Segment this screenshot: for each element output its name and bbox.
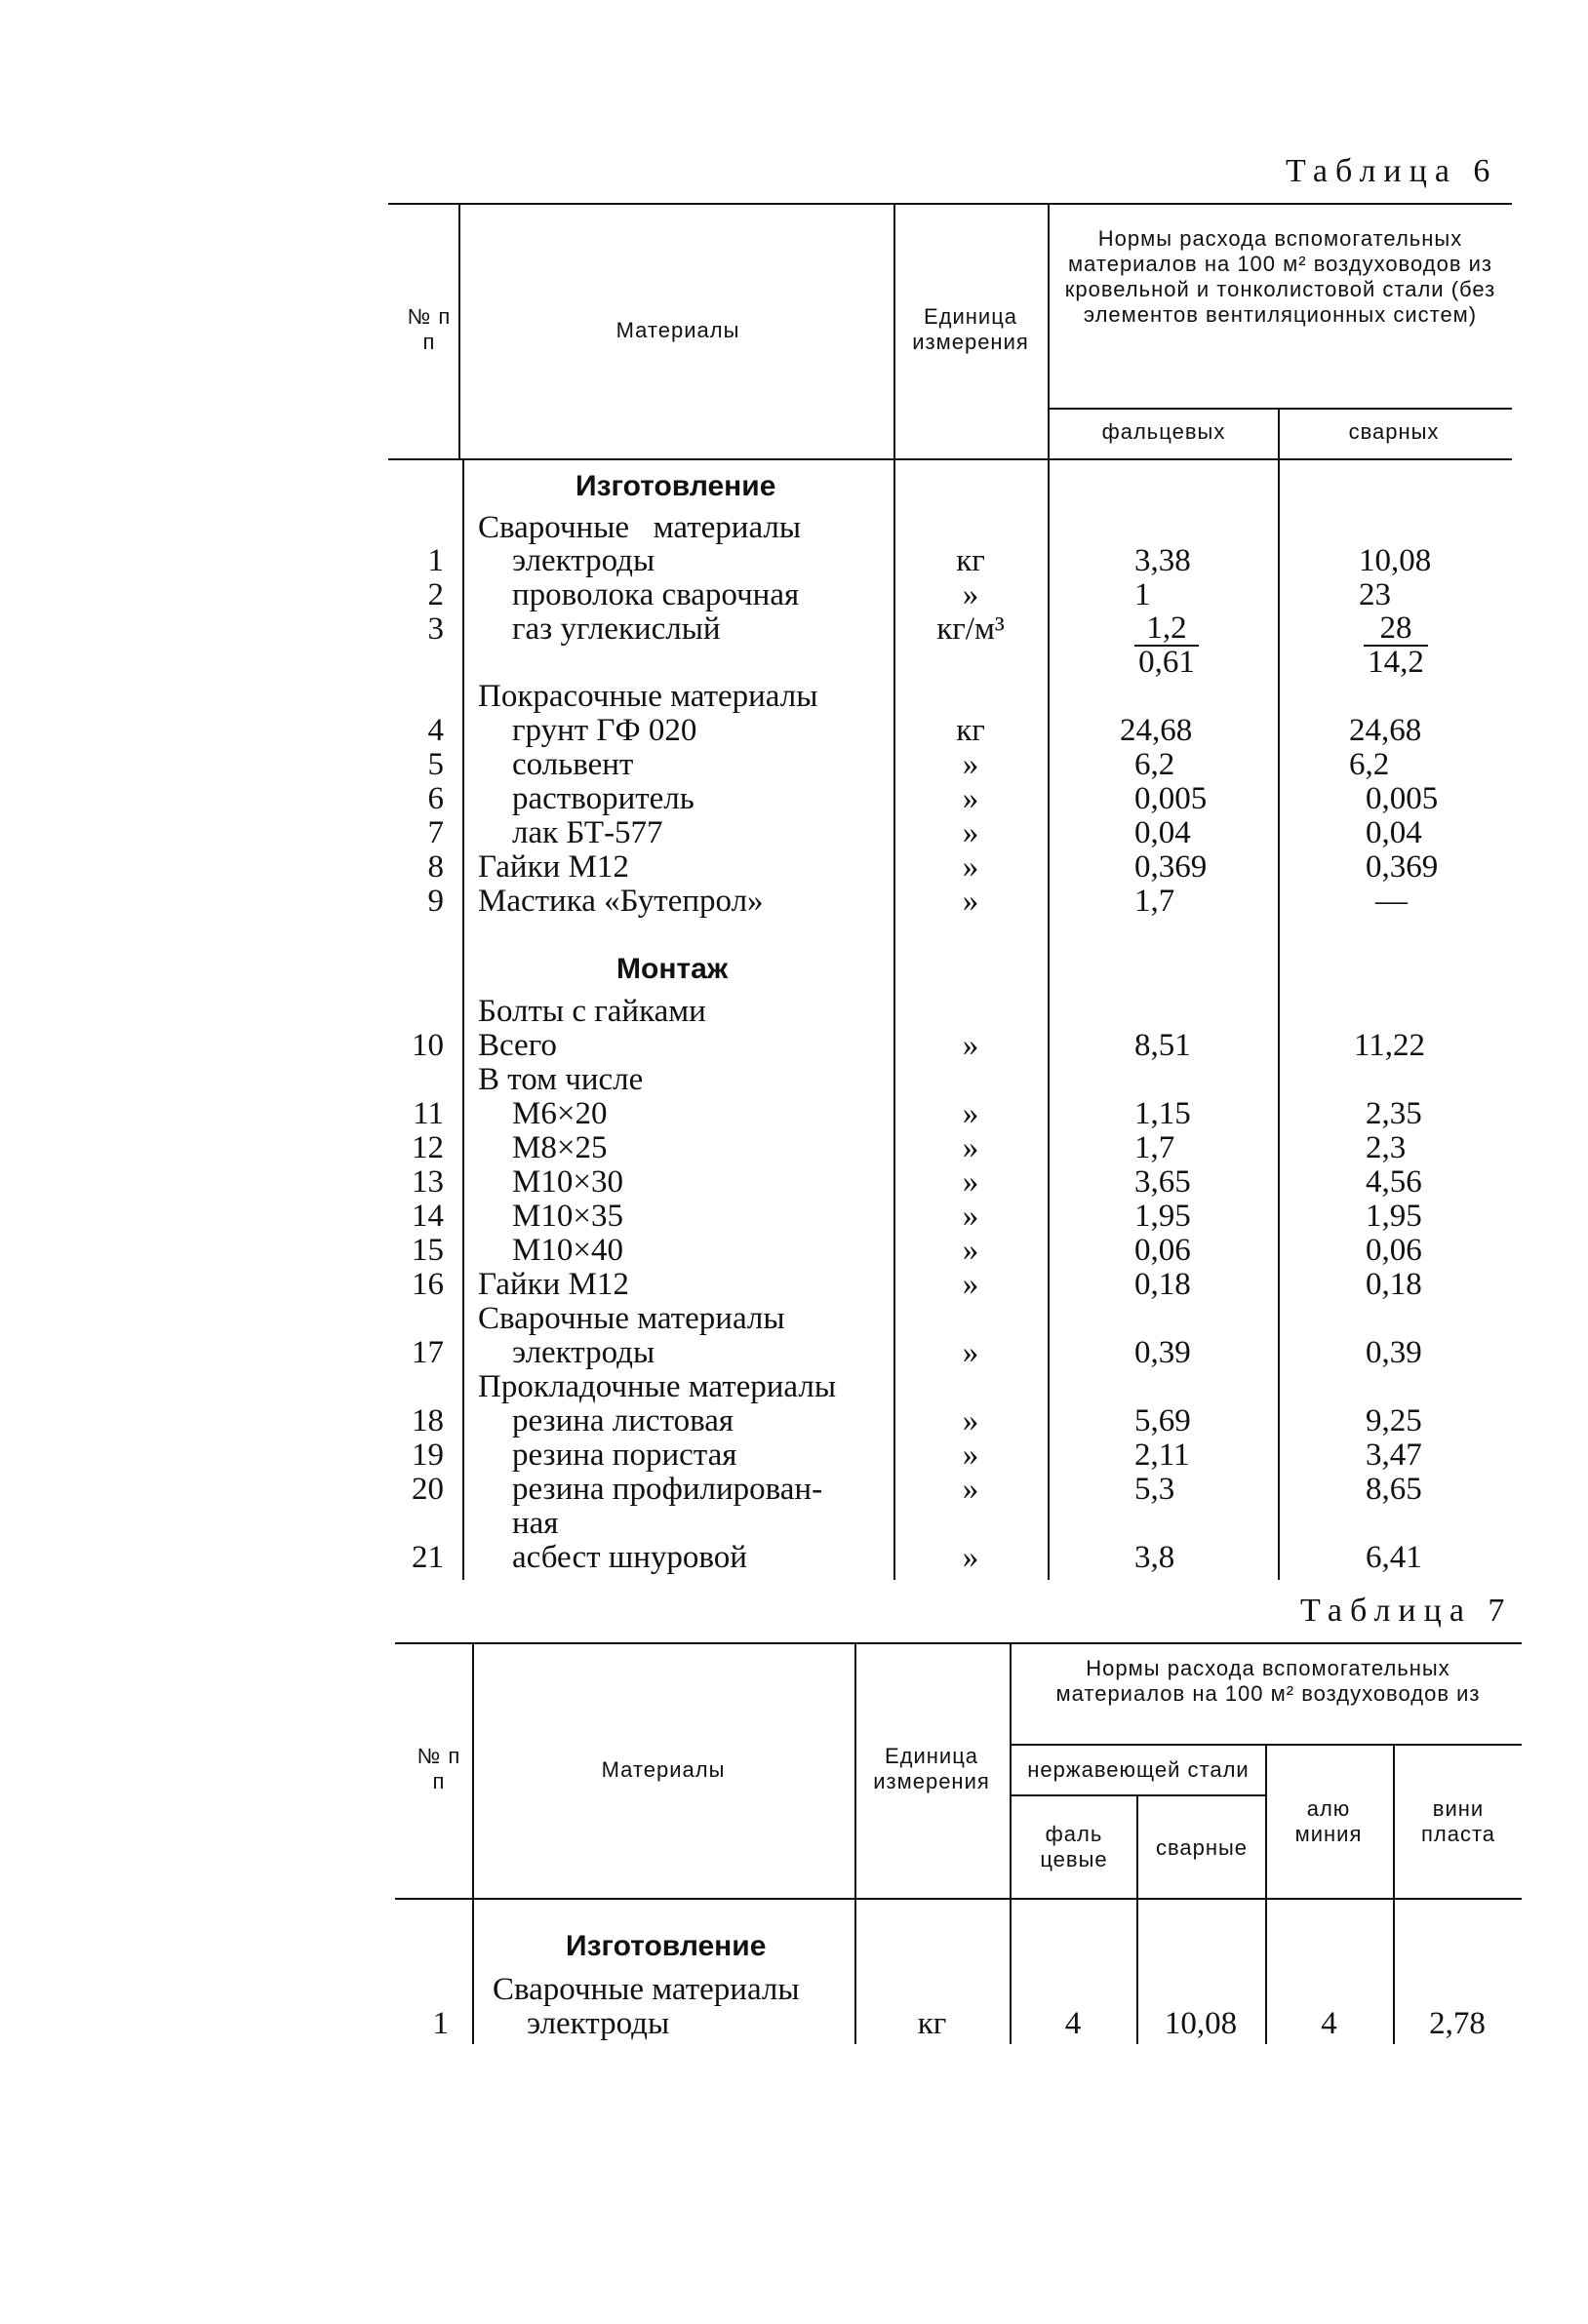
row-value-folded: 0,06 (1134, 1233, 1191, 1268)
row-value-welded: 0,369 (1366, 849, 1439, 885)
row-name: М10×40 (512, 1233, 623, 1268)
row-unit: » (962, 1267, 979, 1302)
row-value-folded: 24,68 (1120, 713, 1193, 748)
row-name: асбест шнуровой (512, 1540, 747, 1575)
row-name: Всего (478, 1028, 557, 1063)
row-unit: » (962, 781, 979, 816)
group-row (0, 995, 1588, 1029)
table-7-vline-4 (1136, 1794, 1138, 1898)
row-num: 9 (427, 884, 444, 919)
row-unit: » (962, 1199, 979, 1234)
group-welding: Сварочные материалы (478, 510, 802, 545)
row-num: 16 (412, 1267, 444, 1302)
row-name: растворитель (512, 781, 695, 816)
row-name: сольвент (512, 747, 634, 782)
table-6-vline-3 (1048, 203, 1050, 458)
row-value-welded: 1,95 (1366, 1199, 1422, 1234)
row-value-folded: 0,005 (1134, 781, 1208, 816)
group-including: В том числе (478, 1062, 644, 1097)
table-row (0, 816, 1588, 850)
group-row (0, 1370, 1588, 1404)
row-unit: » (962, 577, 979, 612)
row-value-folded: 3,65 (1134, 1164, 1191, 1200)
row-name-continuation: ная (512, 1506, 559, 1541)
row-value-folded: 0,04 (1134, 815, 1191, 850)
row-name: резина пористая (512, 1438, 737, 1473)
row-value-folded: 3,8 (1134, 1540, 1175, 1575)
row-value-folded: 1,7 (1134, 1130, 1175, 1165)
row-num: 12 (412, 1130, 444, 1165)
row-value-welded: 6,41 (1366, 1540, 1422, 1575)
group-bolts: Болты с гайками (478, 994, 706, 1029)
table-6-header-welded: сварных (1348, 419, 1440, 444)
row-name: Мастика «Бутепрол» (478, 884, 764, 919)
row-value-welded: 0,18 (1366, 1267, 1422, 1302)
table-7-vline-6 (1393, 1744, 1395, 1898)
group-row (0, 1302, 1588, 1336)
table-7-header-vinyl: вини пласта (1420, 1796, 1496, 1846)
table-row (0, 782, 1588, 816)
table-row (0, 714, 1588, 748)
row-num: 6 (427, 781, 444, 816)
group-paint: Покрасочные материалы (478, 679, 818, 714)
row-name: электроды (527, 2006, 670, 2041)
row-num: 14 (412, 1199, 444, 1234)
row-value-welded: 8,65 (1366, 1472, 1422, 1507)
table-row (0, 1438, 1588, 1473)
row-name: электроды (512, 1335, 655, 1370)
row-num: 20 (412, 1472, 444, 1507)
row-value-welded: 3,47 (1366, 1438, 1422, 1473)
row-num: 11 (413, 1096, 444, 1131)
row-value-welded: 10,08 (1164, 2006, 1238, 2041)
row-value-folded: 2,11 (1134, 1438, 1190, 1473)
section-assembly: Монтаж (616, 953, 729, 985)
fraction-denominator: 0,61 (1138, 645, 1195, 680)
row-unit: кг (956, 543, 985, 578)
table-7-vline-5 (1265, 1744, 1267, 1898)
row-unit: кг/м³ (936, 611, 1005, 647)
row-value-folded: 1,95 (1134, 1199, 1191, 1234)
row-num: 1 (432, 2006, 449, 2041)
row-unit: » (962, 884, 979, 919)
row-value-welded: 0,39 (1366, 1335, 1422, 1370)
table-row (0, 1268, 1588, 1302)
header-num-label: № п п (407, 304, 452, 354)
row-num: 15 (412, 1233, 444, 1268)
group-row (0, 511, 1588, 545)
row-num: 1 (427, 543, 444, 578)
table-row (0, 1097, 1588, 1131)
row-value-welded: 0,06 (1366, 1233, 1422, 1268)
section-row (0, 469, 1588, 503)
table-6-title: Таблица 6 (1286, 153, 1498, 189)
row-value-folded: 3,38 (1134, 543, 1191, 578)
row-name: М6×20 (512, 1096, 608, 1131)
table-6-header-materials: Материалы (615, 318, 740, 342)
table-row (0, 612, 1588, 647)
row-value-folded: 0,18 (1134, 1267, 1191, 1302)
row-value-welded: 23 (1359, 577, 1391, 612)
row-value-welded: 0,04 (1366, 815, 1422, 850)
fraction-numerator: 1,2 (1134, 612, 1199, 647)
table-7-header-norms: Нормы расхода вспомогательных материалов на 100 м² воздуховодов из (1055, 1656, 1481, 1706)
table-7-header-aluminium: алю миния (1294, 1796, 1363, 1846)
table-row (0, 1165, 1588, 1200)
row-num: 21 (412, 1540, 444, 1575)
table-6-header-norms: Нормы расхода вспомогательных материалов на 100 м² воздуховодов из кровельной и тонколистовой стали (без элементов вентиляционных систем) (1064, 226, 1496, 327)
row-value-aluminium: 4 (1321, 2006, 1337, 2041)
row-name: проволока сварочная (512, 577, 800, 612)
table-row (0, 885, 1588, 919)
row-value-folded: 1,15 (1134, 1096, 1191, 1131)
row-num: 2 (427, 577, 444, 612)
section-row (0, 1929, 1588, 1963)
group-row (0, 1973, 1588, 2007)
table-6-vline-4 (1278, 408, 1280, 458)
table-7-header-folded: фаль цевые (1040, 1822, 1108, 1871)
row-value-welded: 24,68 (1349, 713, 1422, 748)
row-value-folded: 4 (1064, 2006, 1082, 2041)
row-unit: » (962, 1335, 979, 1370)
row-num: 10 (412, 1028, 444, 1063)
row-value-welded: 4,56 (1366, 1164, 1422, 1200)
table-6-header-folded: фальцевых (1101, 419, 1226, 444)
row-name: резина листовая (512, 1403, 734, 1438)
table-row (0, 1234, 1588, 1268)
row-value-welded: — (1375, 884, 1408, 919)
group-welding-2: Сварочные материалы (478, 1301, 785, 1336)
section-manufacture: Изготовление (576, 470, 776, 502)
section-row (0, 952, 1588, 986)
table-row (0, 1404, 1588, 1438)
table-row (0, 544, 1588, 578)
row-name: М10×35 (512, 1199, 623, 1234)
table-row (0, 1200, 1588, 1234)
row-name: М10×30 (512, 1164, 623, 1200)
table-7-header-bottom-rule (395, 1898, 1522, 1900)
row-num: 5 (427, 747, 444, 782)
row-value-welded: 6,2 (1349, 747, 1390, 782)
row-unit: » (962, 849, 979, 885)
row-num: 17 (412, 1335, 444, 1370)
row-3-welded-fraction (1364, 612, 1428, 679)
table-row (0, 850, 1588, 885)
row-3-folded-fraction (1134, 612, 1199, 679)
table-row (0, 1541, 1588, 1575)
row-num: 8 (427, 849, 444, 885)
table-7-top-rule (395, 1642, 1522, 1644)
row-name: М8×25 (512, 1130, 608, 1165)
table-6-header-bottom-rule (388, 458, 1512, 460)
table-row (0, 1336, 1588, 1370)
row-value-folded: 0,369 (1134, 849, 1208, 885)
table-row (0, 1473, 1588, 1507)
row-unit: кг (956, 713, 985, 748)
row-value-welded: 2,3 (1366, 1130, 1407, 1165)
row-num: 18 (412, 1403, 444, 1438)
table-7-vline-1 (472, 1642, 474, 1898)
fraction-denominator: 14,2 (1368, 645, 1424, 680)
row-name: электроды (512, 543, 655, 578)
table-7-header-welded: сварные (1155, 1835, 1249, 1860)
row-value-welded: 2,35 (1366, 1096, 1422, 1131)
row-unit: » (962, 815, 979, 850)
row-unit: » (962, 1164, 979, 1200)
table-row (0, 2007, 1588, 2041)
row-value-folded: 5,69 (1134, 1403, 1191, 1438)
row-unit: » (962, 1028, 979, 1063)
table-row-continuation (0, 1507, 1588, 1541)
row-name: Гайки М12 (478, 849, 629, 885)
row-name: газ углекислый (512, 611, 721, 647)
row-value-folded: 1 (1134, 577, 1151, 612)
row-unit: » (962, 1096, 979, 1131)
row-num: 19 (412, 1438, 444, 1473)
row-value-folded: 0,39 (1134, 1335, 1191, 1370)
group-row (0, 680, 1588, 714)
row-value-welded: 10,08 (1359, 543, 1432, 578)
table-7-header-num: № п п (417, 1744, 461, 1793)
table-row (0, 578, 1588, 612)
table-6-vline-2 (893, 203, 895, 458)
row-num: 3 (427, 611, 444, 647)
row-name: резина профилирован- (512, 1472, 823, 1507)
row-name: лак БТ-577 (512, 815, 663, 850)
row-value-folded: 6,2 (1134, 747, 1175, 782)
table-6-subheader-rule (1048, 408, 1512, 410)
table-7-title: Таблица 7 (1300, 1593, 1513, 1629)
table-7-header-stainless: нержавеющей стали (1027, 1757, 1250, 1782)
table-7-section-manufacture: Изготовление (566, 1930, 767, 1962)
table-row (0, 748, 1588, 782)
table-row (0, 1029, 1588, 1063)
group-gasket: Прокладочные материалы (478, 1369, 836, 1404)
table-6-header-num (400, 304, 458, 355)
row-unit: » (962, 1130, 979, 1165)
row-value-folded: 5,3 (1134, 1472, 1175, 1507)
row-num: 13 (412, 1164, 444, 1200)
row-unit: » (962, 747, 979, 782)
row-unit: » (962, 1438, 979, 1473)
row-unit: » (962, 1472, 979, 1507)
row-value-welded: 0,005 (1366, 781, 1439, 816)
row-unit: » (962, 1540, 979, 1575)
row-unit: кг (917, 2006, 947, 2041)
row-name: Гайки М12 (478, 1267, 629, 1302)
table-6-top-rule (388, 203, 1512, 205)
row-num: 4 (427, 713, 444, 748)
row-value-folded: 8,51 (1134, 1028, 1191, 1063)
row-name: грунт ГФ 020 (512, 713, 697, 748)
table-row (0, 1131, 1588, 1165)
row-value-welded: 11,22 (1354, 1028, 1426, 1063)
table-6-header-unit: Единица измерения (912, 304, 1029, 354)
row-unit: » (962, 1403, 979, 1438)
row-unit: » (962, 1233, 979, 1268)
row-value-vinyl: 2,78 (1429, 2006, 1486, 2041)
row-value-welded: 9,25 (1366, 1403, 1422, 1438)
table-7-header-materials: Материалы (601, 1757, 726, 1782)
table-6-vline-1 (458, 203, 460, 458)
table-7-group-welding: Сварочные материалы (493, 1972, 800, 2007)
table-7-vline-2 (854, 1642, 856, 1898)
table-7-header-unit: Единица измерения (873, 1744, 990, 1793)
group-row (0, 1063, 1588, 1097)
row-num: 7 (427, 815, 444, 850)
fraction-numerator: 28 (1364, 612, 1428, 647)
row-value-folded: 1,7 (1134, 884, 1175, 919)
